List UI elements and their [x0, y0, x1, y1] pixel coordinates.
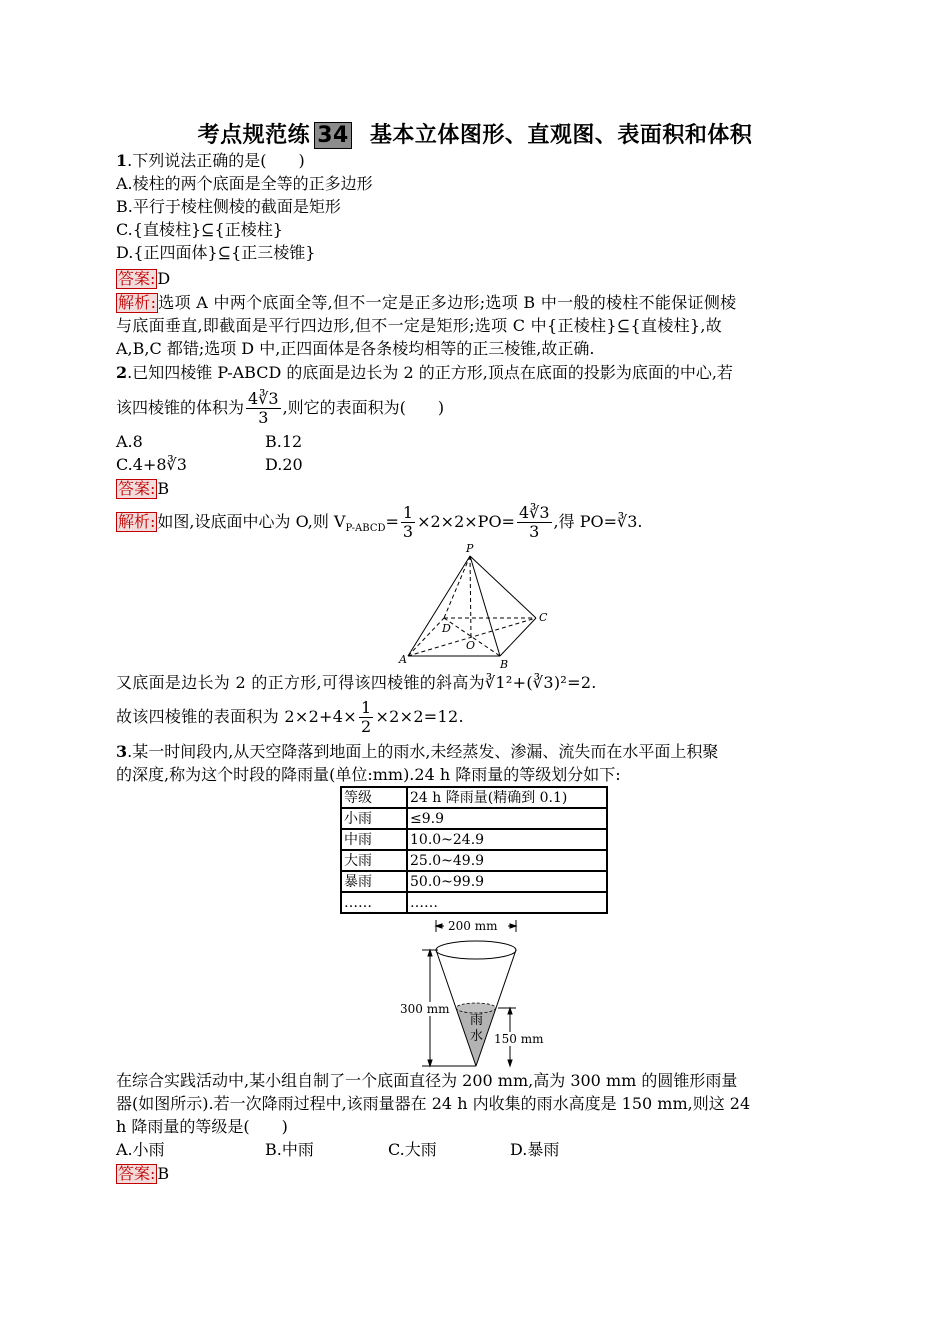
q3-option-d: D.暴雨: [510, 1140, 560, 1159]
q3-option-a: A.小雨: [116, 1140, 165, 1159]
q1-analysis-2: 与底面垂直,即截面是平行四边形,但不一定是矩形;选项 C 中{正棱柱}⊆{直棱柱},故: [116, 316, 723, 335]
answer-tag: 答案:: [118, 269, 156, 288]
q2-stem-1: 2.已知四棱锥 P-ABCD 的底面是边长为 2 的正方形,顶点在底面的投影为底面的中心,若: [116, 363, 733, 382]
q2-analysis-3: 故该四棱锥的表面积为 2×2+4× $\frac{1}{2}$ ×2×2=12.: [116, 698, 464, 736]
volume-fraction: $\frac{4∛3}{3}$: [248, 389, 279, 427]
q3-answer: 答案: B: [118, 1164, 170, 1183]
rainfall-grade-table: [340, 786, 608, 914]
q1-answer: 答案: D: [118, 269, 171, 288]
page-title: [0, 118, 950, 149]
q1-analysis-3: A,B,C 都错;选项 D 中,正四面体是各条棱均相等的正三棱锥,故正确.: [116, 339, 595, 358]
q2-option-d: D.20: [265, 455, 303, 474]
q1-analysis-1: 解析: 选项 A 中两个底面全等,但不一定是正多边形;选项 B 中一般的棱柱不能保证侧棱: [118, 293, 737, 312]
title-number: 34: [314, 122, 352, 149]
vertex-label-a: A: [399, 653, 407, 666]
q3-text-3: h 降雨量的等级是( ): [116, 1117, 288, 1136]
water-height-label: 150 mm: [494, 1032, 544, 1046]
title-prefix: 考点规范练: [197, 123, 311, 148]
q1-option-b: B.平行于棱柱侧棱的截面是矩形: [116, 197, 341, 216]
q3-option-c: C.大雨: [388, 1140, 437, 1159]
vertex-label-b: B: [500, 658, 509, 671]
q3-text-2: 器(如图所示).若一次降雨过程中,该雨量器在 24 h 内收集的雨水高度是 150 mm,则这 24: [116, 1094, 751, 1113]
rain-label-2: 水: [470, 1029, 484, 1044]
vertex-label-p: P: [466, 542, 474, 555]
table-row: 大雨 25.0~49.9: [341, 850, 607, 871]
diameter-label: 200 mm: [448, 919, 498, 933]
q1-stem: 1.下列说法正确的是( ): [116, 151, 305, 170]
vertex-label-c: C: [539, 611, 548, 624]
table-row: …… ……: [341, 892, 607, 913]
answer-tag: 答案:: [118, 479, 156, 498]
title-suffix: 基本立体图形、直观图、表面积和体积: [369, 123, 753, 148]
rain-label-1: 雨: [470, 1013, 484, 1028]
pyramid-figure: [396, 542, 556, 672]
q2-option-c: C.4+8∛3: [116, 455, 187, 474]
q1-option-d: D.{正四面体}⊆{正三棱锥}: [116, 243, 316, 262]
vertex-label-o: O: [466, 639, 476, 652]
table-row: 暴雨 50.0~99.9: [341, 871, 607, 892]
q3-stem-2: 的深度,称为这个时段的降雨量(单位:mm).24 h 降雨量的等级划分如下:: [116, 765, 621, 784]
height-label: 300 mm: [400, 1002, 450, 1016]
analysis-tag: 解析:: [118, 512, 156, 531]
q1-option-c: C.{直棱柱}⊆{正棱柱}: [116, 220, 283, 239]
table-header-cell: 24 h 降雨量(精确到 0.1): [407, 787, 607, 808]
answer-tag: 答案:: [118, 1164, 156, 1183]
q2-analysis-2: 又底面是边长为 2 的正方形,可得该四棱锥的斜高为∛1²+(∛3)²=2.: [116, 673, 597, 692]
q2-answer: 答案: B: [118, 479, 170, 498]
q3-option-b: B.中雨: [265, 1140, 314, 1159]
rain-gauge-figure: [396, 916, 556, 1068]
table-header-cell: 等级: [341, 787, 407, 808]
q3-stem-1: 3.某一时间段内,从天空降落到地面上的雨水,未经蒸发、渗漏、流失而在水平面上积聚: [116, 742, 719, 761]
table-row: 中雨 10.0~24.9: [341, 829, 607, 850]
table-row: 小雨 ≤9.9: [341, 808, 607, 829]
analysis-tag: 解析:: [118, 293, 157, 312]
q2-option-a: A.8: [116, 432, 143, 451]
q2-stem-2: 该四棱锥的体积为 $\frac{4∛3}{3}$ ,则它的表面积为( ): [116, 389, 445, 427]
q1-option-a: A.棱柱的两个底面是全等的正多边形: [116, 174, 373, 193]
vertex-label-d: D: [442, 622, 451, 635]
q3-text-1: 在综合实践活动中,某小组自制了一个底面直径为 200 mm,高为 300 mm 的圆锥形雨量: [116, 1071, 738, 1090]
q2-option-b: B.12: [265, 432, 303, 451]
q2-analysis-1: 解析: 如图,设底面中心为 O,则 $V_{P-ABCD}=$ $\frac{1}{3}$ ×2×2×PO= $\frac{4∛3}{3}$ ,得 PO=∛3.: [118, 503, 643, 541]
table-header-row: [341, 787, 607, 808]
